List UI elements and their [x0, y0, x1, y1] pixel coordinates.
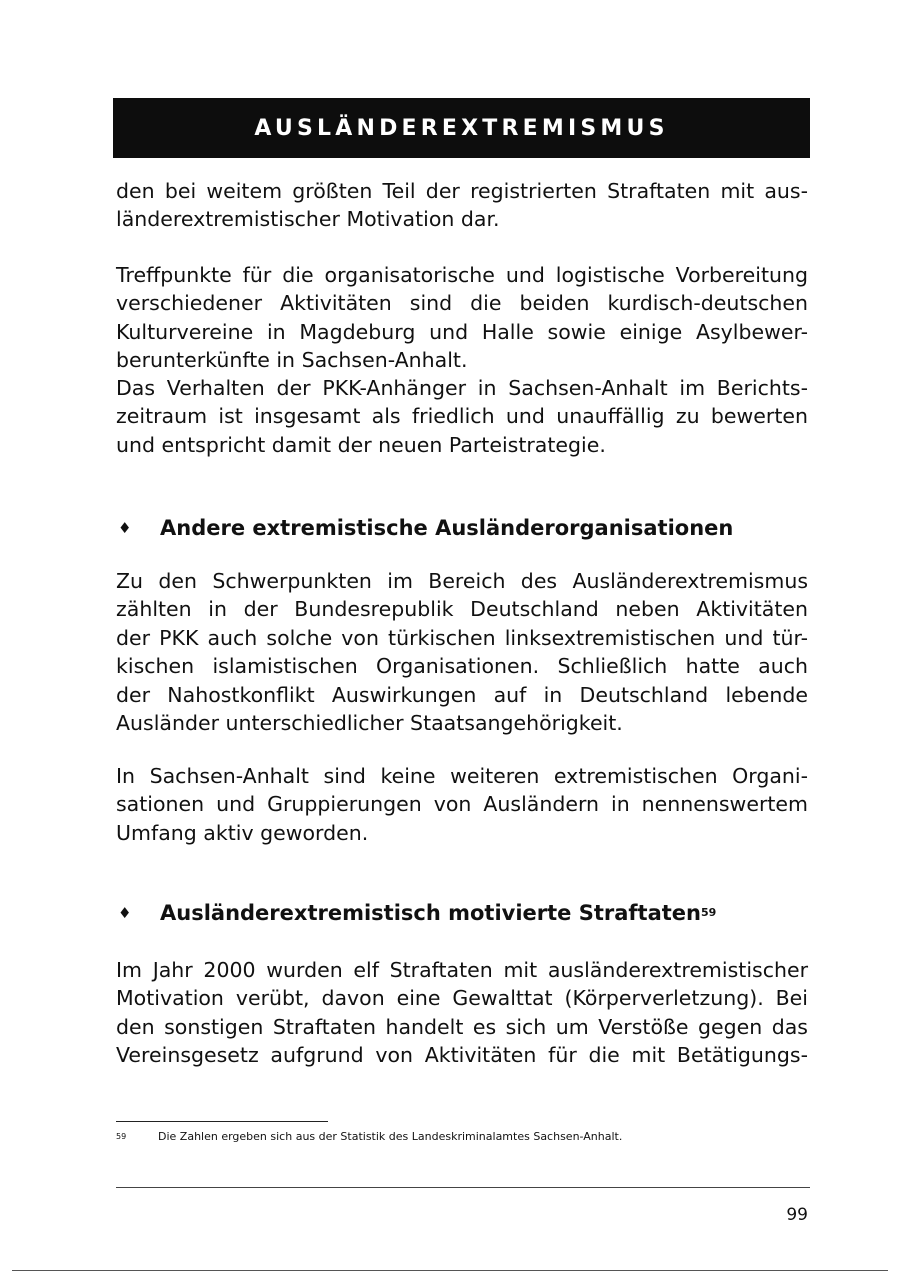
text-line: und entspricht damit der neuen Parteistrategie.: [116, 432, 606, 457]
text-line: zeitraum ist insgesamt als friedlich und unauffällig zu bewerten: [116, 404, 808, 429]
footnote-number: 59: [116, 1132, 127, 1141]
text-line: Zu den Schwerpunkten im Bereich des Ausländerextremismus: [116, 569, 808, 593]
text-line: Umfang aktiv geworden.: [116, 820, 369, 845]
paragraph-3: [116, 374, 808, 459]
text-line: Motivation verübt, davon eine Gewalttat (Körperverletzung). Bei: [116, 986, 808, 1011]
text-line: berunterkünfte in Sachsen-Anhalt.: [116, 348, 468, 373]
diamond-bullet-icon: ♦: [118, 519, 132, 537]
text-line: der Nahostkonflikt Auswirkungen auf in Deutschland lebende: [116, 682, 808, 707]
text-line: verschiedener Aktivitäten sind die beiden kurdisch-deutschen: [116, 291, 808, 316]
text-line: In Sachsen-Anhalt sind keine weiteren extremistischen Organi-: [116, 764, 808, 788]
section-heading-other-organisations: [116, 513, 808, 543]
text-line: der PKK auch solche von türkischen linksextremistischen und tür-: [116, 625, 808, 650]
text-line: den sonstigen Straftaten handelt es sich um Verstöße gegen das: [116, 1014, 808, 1039]
diamond-bullet-icon: ♦: [118, 904, 132, 922]
paragraph-5: [116, 762, 808, 847]
text-line: Treffpunkte für die organisatorische und logistische Vorbereitung: [116, 263, 808, 287]
section-title: Andere extremistische Ausländerorganisationen: [160, 516, 734, 540]
text-line: den bei weitem größten Teil der registrierten Straftaten mit aus-: [116, 179, 808, 203]
footnote-text: Die Zahlen ergeben sich aus der Statistik des Landeskriminalamtes Sachsen-Anhalt.: [158, 1130, 623, 1143]
page-number: 99: [786, 1205, 808, 1225]
footnote-divider: [116, 1121, 328, 1122]
section-title: Ausländerextremistisch motivierte Straftaten: [160, 901, 701, 925]
text-line: Ausländer unterschiedlicher Staatsangehörigkeit.: [116, 711, 623, 736]
paragraph-6: [116, 956, 808, 1070]
scan-edge-line: [12, 1270, 888, 1271]
text-line: Vereinsgesetz aufgrund von Aktivitäten für die mit Betätigungs-: [116, 1043, 808, 1068]
text-line: Im Jahr 2000 wurden elf Straftaten mit ausländerextremistischer: [116, 958, 808, 982]
page-bottom-rule: [116, 1187, 810, 1188]
paragraph-4: [116, 567, 808, 737]
paragraph-2: [116, 261, 808, 375]
footnote: [116, 1129, 808, 1145]
text-line: zählten in der Bundesrepublik Deutschland neben Aktivitäten: [116, 597, 808, 622]
text-line: länderextremistischer Motivation dar.: [116, 207, 500, 232]
paragraph-1: [116, 177, 808, 234]
text-line: Das Verhalten der PKK-Anhänger in Sachsen-Anhalt im Berichts-: [116, 376, 808, 400]
chapter-header-bar: [113, 98, 810, 158]
text-line: sationen und Gruppierungen von Ausländern in nennenswertem: [116, 792, 808, 817]
text-line: Kulturvereine in Magdeburg und Halle sowie einige Asylbewer-: [116, 319, 808, 344]
section-heading-offences: ♦ Ausländerextremistisch motivierte Straftaten 59: [118, 901, 717, 925]
text-line: kischen islamistischen Organisationen. Schließlich hatte auch: [116, 654, 808, 679]
chapter-title: AUSLÄNDEREXTREMISMUS: [254, 115, 669, 141]
